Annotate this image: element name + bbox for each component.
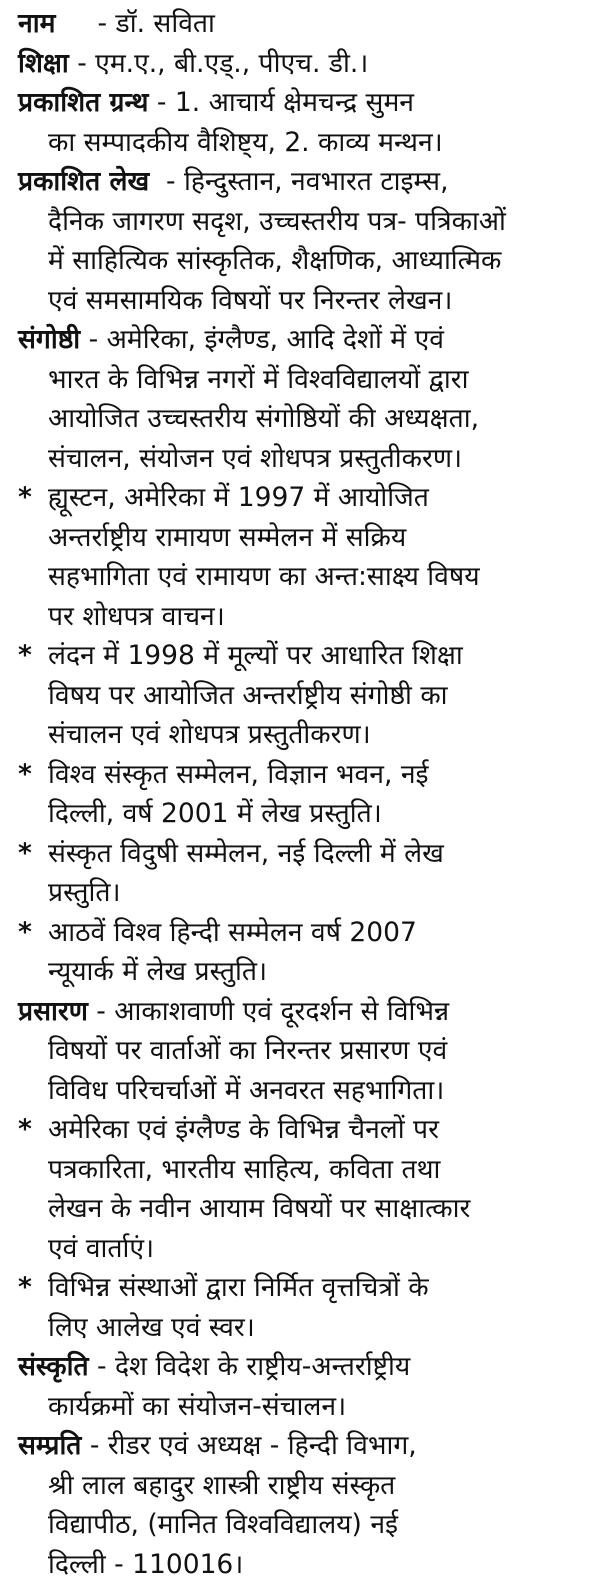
entry-line: भारत के विभिन्न नगरों में विश्वविद्यालयों द्वारा [18,360,586,400]
bullet-item [18,478,586,636]
bullet-item [18,755,586,834]
entry-label: संस्कृति [18,1351,89,1382]
entry-line [18,320,586,360]
entry-line [18,44,586,84]
entry-label: सम्प्रति [18,1430,81,1461]
bullet-line [48,913,586,953]
bullet-line [48,755,586,795]
bullet-line [48,834,586,874]
bullet-symbol: * [18,636,48,676]
bullet-line: पर शोधपत्र वाचन। [48,597,586,637]
bullet-symbol: * [18,1268,48,1308]
entry-published-books [18,83,586,162]
entry-published-articles [18,162,586,320]
entry-line: विद्यापीठ, (मानित विश्वविद्यालय) नई [18,1505,586,1545]
bullet-line [48,1268,586,1308]
bullet-item [18,636,586,755]
bullet-symbol: * [18,913,48,953]
entry-seminars [18,320,586,478]
bullet-item [18,913,586,992]
entry-line: संचालन, संयोजन एवं शोधपत्र प्रस्तुतीकरण। [18,439,586,479]
entry-line: में साहित्यिक सांस्कृतिक, शैक्षणिक, आध्यात्मिक [18,241,586,281]
bullet-line: एवं वार्ताएं। [48,1229,586,1269]
bullet-line [48,478,586,518]
entry-text: - आकाशवाणी एवं दूरदर्शन से विभिन्न [96,996,449,1027]
entry-line [18,1426,586,1466]
entry-line [18,162,586,202]
entry-line: विषयों पर वार्ताओं का निरन्तर प्रसारण एवं [18,1031,586,1071]
entry-line [18,83,586,123]
entry-education [18,44,586,84]
bullet-line: विषय पर आयोजित अन्तर्राष्ट्रीय संगोष्ठी का [48,676,586,716]
entry-text: - अमेरिका, इंग्लैण्ड, आदि देशों में एवं [89,324,444,355]
entry-line [18,4,586,44]
entry-line: दैनिक जागरण सदृश, उच्चस्तरीय पत्र- पत्रिकाओं [18,202,586,242]
bullet-item [18,834,586,913]
bullet-text: आठवें विश्व हिन्दी सम्मेलन वर्ष 2007 [48,917,417,948]
bullet-text: ह्यूस्टन, अमेरिका में 1997 में आयोजित [48,482,429,513]
entry-line: श्री लाल बहादुर शास्त्री राष्ट्रीय संस्कृत [18,1466,586,1506]
entry-line: एवं समसामयिक विषयों पर निरन्तर लेखन। [18,281,586,321]
bullet-line: संचालन एवं शोधपत्र प्रस्तुतीकरण। [48,715,586,755]
entry-text: - 1. आचार्य क्षेमचन्द्र सुमन [157,87,414,118]
bullet-text: विभिन्न संस्थाओं द्वारा निर्मित वृत्तचित्रों के [48,1272,429,1303]
entry-text: - देश विदेश के राष्ट्रीय-अन्तर्राष्ट्रीय [97,1351,410,1382]
entry-label: प्रकाशित लेख [18,166,149,197]
bullet-symbol: * [18,1110,48,1150]
bullet-line: पत्रकारिता, भारतीय साहित्य, कविता तथा [48,1150,586,1190]
bullet-line: लिए आलेख एवं स्वर। [48,1308,586,1348]
entry-label: प्रसारण [18,996,88,1027]
entry-line: विविध परिचर्चाओं में अनवरत सहभागिता। [18,1071,586,1111]
entry-label: नाम [18,8,55,39]
bullet-line: सहभागिता एवं रामायण का अन्त:साक्ष्य विषय [48,557,586,597]
bullet-text: अमेरिका एवं इंग्लैण्ड के विभिन्न चैनलों पर [48,1114,439,1145]
bullet-text: लंदन में 1998 में मूल्यों पर आधारित शिक्षा [48,640,463,671]
bullet-line: लेखन के नवीन आयाम विषयों पर साक्षात्कार [48,1189,586,1229]
entry-label: संगोष्ठी [18,324,80,355]
entry-broadcasting [18,992,586,1111]
bullet-line: अन्तर्राष्ट्रीय रामायण सम्मेलन में सक्रिय [48,518,586,558]
entry-text: - रीडर एवं अध्यक्ष - हिन्दी विभाग, [90,1430,417,1461]
bullet-line [48,636,586,676]
bullet-line: प्रस्तुति। [48,873,586,913]
entry-line: का सम्पादकीय वैशिष्ट्य, 2. काव्य मन्थन। [18,123,586,163]
entry-culture [18,1347,586,1426]
entry-line: कार्यक्रमों का संयोजन-संचालन। [18,1387,586,1427]
bullet-item [18,1268,586,1347]
entry-current-position [18,1426,586,1584]
bullet-text: विश्व संस्कृत सम्मेलन, विज्ञान भवन, नई [48,759,429,790]
bullet-symbol: * [18,478,48,518]
entry-label: प्रकाशित ग्रन्थ [18,87,148,118]
bullet-line [48,1110,586,1150]
entry-text: - डॉ. सविता [98,8,215,39]
entry-text: - एम.ए., बी.एड्., पीएच. डी.। [77,48,368,79]
entry-line [18,992,586,1032]
entry-line: आयोजित उच्चस्तरीय संगोष्ठियों की अध्यक्षता, [18,399,586,439]
bullet-symbol: * [18,755,48,795]
entry-text: - हिन्दुस्तान, नवभारत टाइम्स, [166,166,449,197]
entry-line: दिल्ली - 110016। [18,1545,586,1584]
entry-label: शिक्षा [18,48,69,79]
bullet-item [18,1110,586,1268]
bullet-text: संस्कृत विदुषी सम्मेलन, नई दिल्ली में लेख [48,838,444,869]
bullet-line: दिल्ली, वर्ष 2001 में लेख प्रस्तुति। [48,794,586,834]
entry-name [18,4,586,44]
entry-line [18,1347,586,1387]
bullet-symbol: * [18,834,48,874]
bullet-line: न्यूयार्क में लेख प्रस्तुति। [48,952,586,992]
